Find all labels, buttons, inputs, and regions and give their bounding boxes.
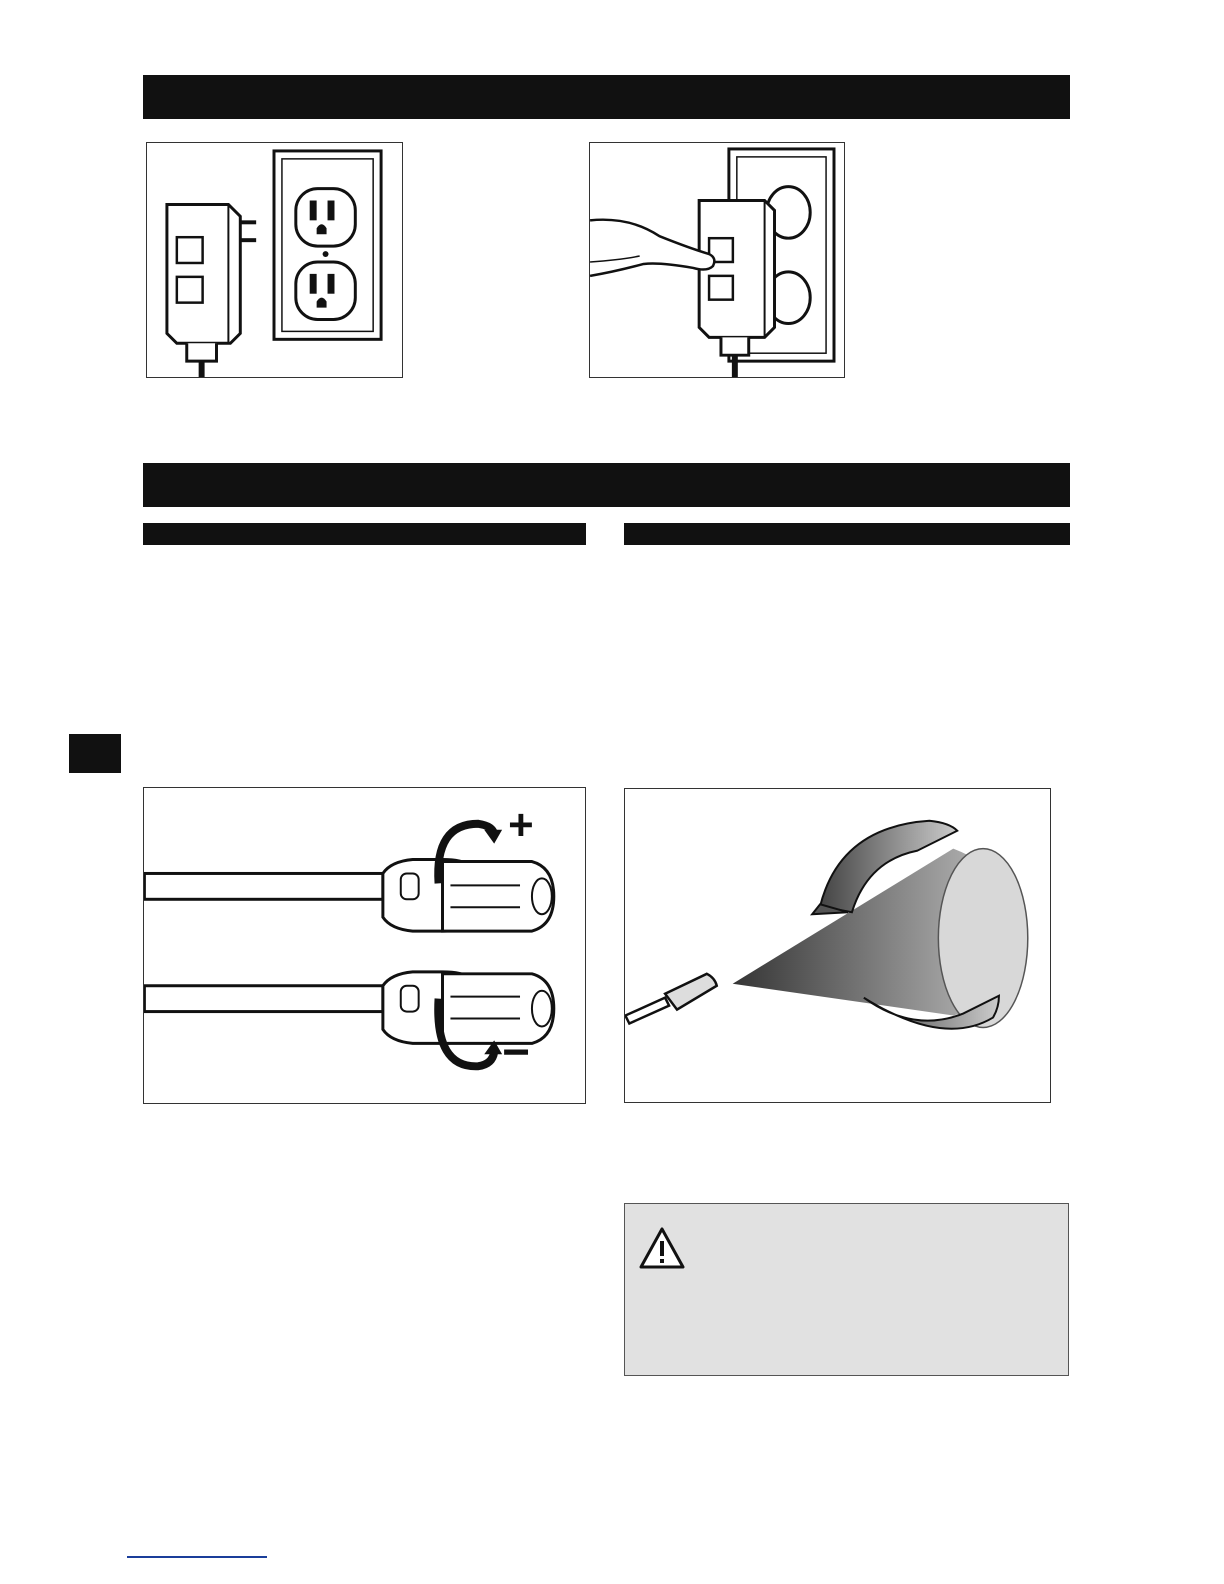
- spray-cone-rotate-icon: [625, 789, 1050, 1102]
- subsection-right-header-bar: [624, 523, 1070, 545]
- warning-box: [624, 1203, 1069, 1376]
- subsection-left-header-bar: [143, 523, 586, 545]
- footer-link-underline: [127, 1556, 267, 1558]
- warning-triangle-icon: [638, 1226, 686, 1270]
- section-1-header-bar: [143, 75, 1070, 119]
- gfci-test-button-press-icon: [590, 143, 844, 377]
- figure-plug-test-button: [589, 142, 845, 378]
- plus-label: +: [508, 800, 534, 850]
- figure-plug-outlet: [146, 142, 403, 378]
- gfci-plug-and-outlet-icon: [147, 143, 402, 377]
- section-2-header-bar: [143, 463, 1070, 507]
- minus-label: −: [502, 1026, 530, 1080]
- nozzle-rotate-icon: [144, 788, 585, 1103]
- side-tab: [69, 734, 121, 773]
- figure-nozzle-adjust: [143, 787, 586, 1104]
- figure-spray-pattern: [624, 788, 1051, 1103]
